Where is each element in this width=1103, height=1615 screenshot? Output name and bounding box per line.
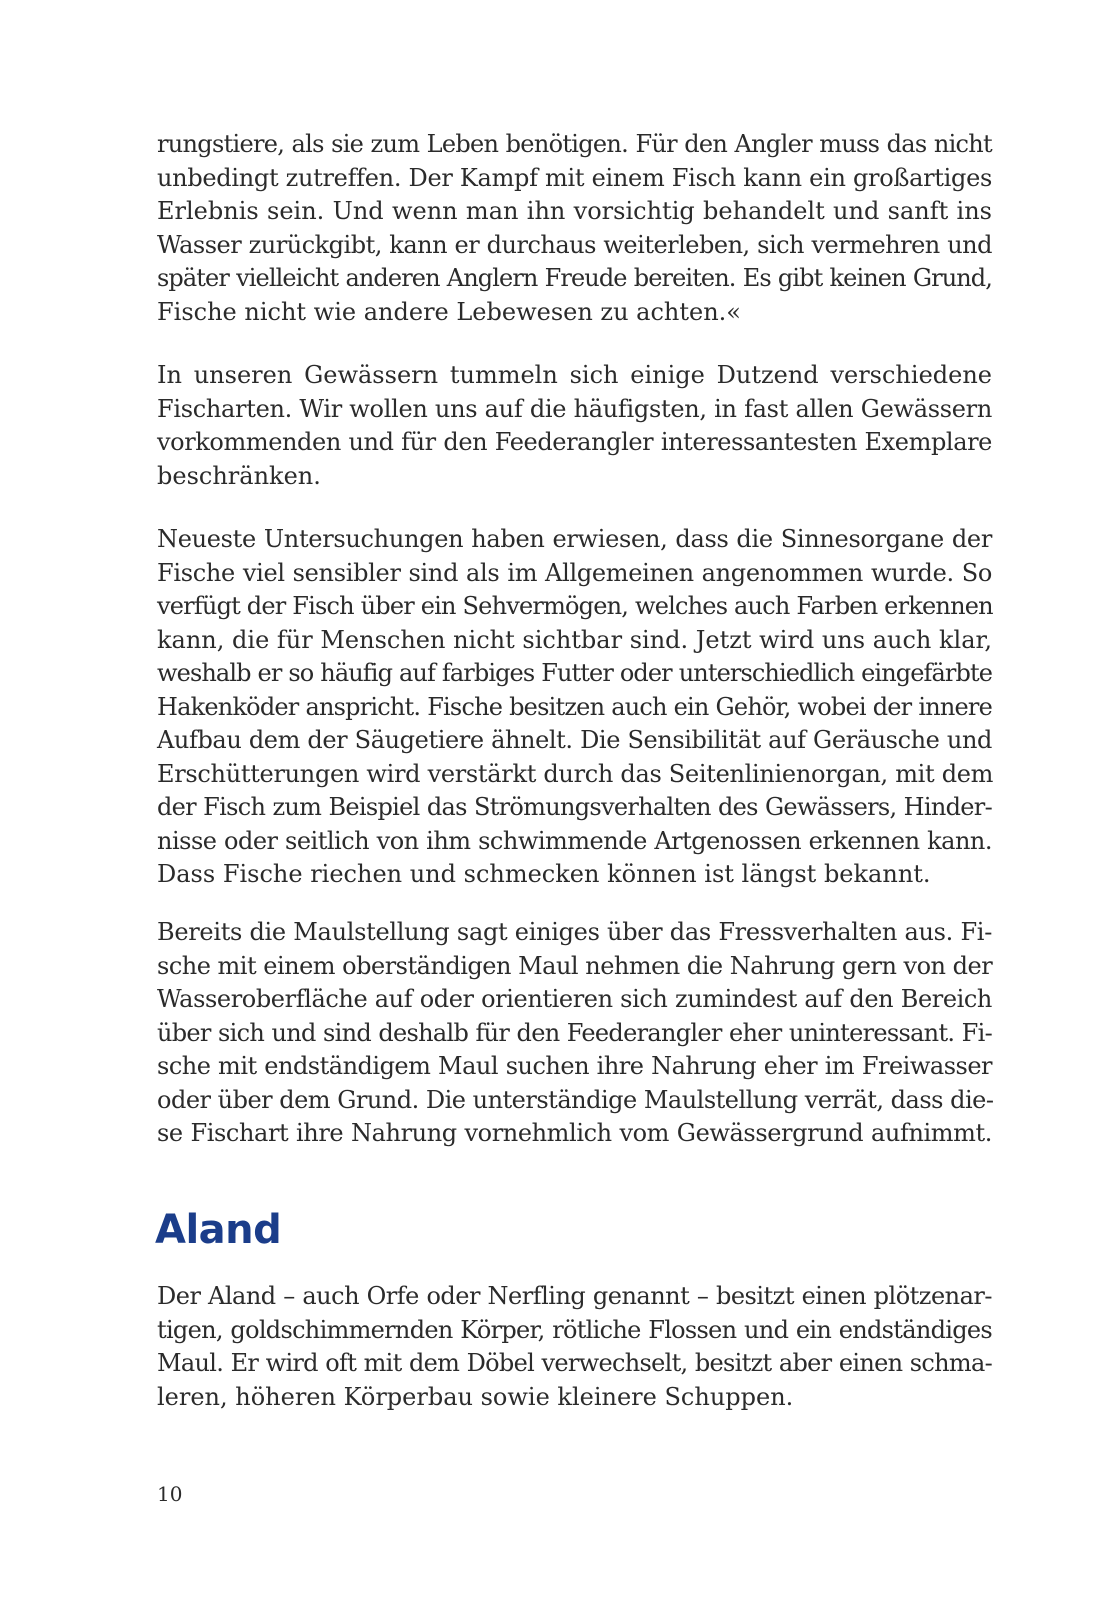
text-line: se Fischart ihre Nahrung vornehmlich vom Gewässergrund aufnimmt. — [157, 1119, 992, 1147]
text-line: Fischarten. Wir wollen uns auf die häufigsten, in fast allen Gewässern — [157, 394, 992, 423]
text-line: Aufbau dem der Säugetiere ähnelt. Die Sensibilität auf Geräusche und — [157, 726, 992, 754]
page-number: 10 — [157, 1482, 183, 1506]
text-line: Bereits die Maulstellung sagt einiges über das Fressverhalten aus. Fi- — [157, 918, 992, 946]
text-line: tigen, goldschimmernden Körper, rötliche Flossen und ein endständiges — [157, 1315, 992, 1344]
text-line: weshalb er so häufig auf farbiges Futter oder unterschiedlich eingefärbte — [157, 659, 992, 687]
text-line: Dass Fische riechen und schmecken können ist längst bekannt. — [157, 860, 931, 888]
text-line: beschränken. — [157, 461, 321, 490]
text-line: In unseren Gewässern tummeln sich einige Dutzend verschiedene — [157, 361, 992, 389]
text-line: leren, höheren Körperbau sowie kleinere Schuppen. — [157, 1382, 794, 1411]
text-line: später vielleicht anderen Anglern Freude bereiten. Es gibt keinen Grund, — [157, 264, 992, 292]
text-line: sche mit einem oberständigen Maul nehmen die Nahrung gern von der — [157, 951, 993, 980]
text-line: Wasser zurückgibt, kann er durchaus weiterleben, sich vermehren und — [157, 230, 992, 259]
text-line: Erlebnis sein. Und wenn man ihn vorsichtig behandelt und sanft ins — [157, 197, 992, 225]
text-line: verfügt der Fisch über ein Sehvermögen, welches auch Farben erkennen — [157, 592, 993, 620]
text-line: nisse oder seitlich von ihm schwimmende Artgenossen erkennen kann. — [157, 826, 992, 855]
paragraph-fish-species — [157, 359, 992, 493]
text-line: Der Aland – auch Orfe oder Nerfling genannt – besitzt einen plötzenar- — [157, 1282, 992, 1310]
text-line: über sich und sind deshalb für den Feederangler eher uninteressant. Fi- — [157, 1018, 992, 1047]
paragraph-aland-description — [157, 1280, 992, 1414]
text-line: Fische nicht wie andere Lebewesen zu achten.« — [157, 297, 741, 326]
paragraph-intro-continuation — [157, 128, 992, 329]
text-line: vorkommenden und für den Feederangler interessantesten Exemplare — [157, 428, 992, 456]
text-line: Neueste Untersuchungen haben erwiesen, dass die Sinnesorgane der — [157, 525, 992, 553]
text-line: der Fisch zum Beispiel das Strömungsverhalten des Gewässers, Hinder- — [157, 793, 992, 821]
text-line: Hakenköder anspricht. Fische besitzen auch ein Gehör, wobei der innere — [157, 692, 992, 721]
paragraph-mouth-position — [157, 916, 992, 1151]
text-line: Fische viel sensibler sind als im Allgemeinen angenommen wurde. So — [157, 558, 992, 587]
text-line: Maul. Er wird oft mit dem Döbel verwechselt, besitzt aber einen schma- — [157, 1349, 992, 1377]
text-line: rungstiere, als sie zum Leben benötigen. Für den Angler muss das nicht — [157, 130, 992, 158]
text-line: Wasseroberfläche auf oder orientieren sich zumindest auf den Bereich — [157, 985, 992, 1013]
text-line: oder über dem Grund. Die unterständige Maulstellung verrät, dass die- — [157, 1085, 994, 1114]
paragraph-sensory-organs — [157, 523, 992, 892]
text-line: unbedingt zutreffen. Der Kampf mit einem Fisch kann ein großartiges — [157, 163, 992, 192]
text-line: Erschütterungen wird verstärkt durch das Seitenlinienorgan, mit dem — [157, 759, 994, 788]
text-line: kann, die für Menschen nicht sichtbar sind. Jetzt wird uns auch klar, — [157, 625, 992, 654]
text-line: sche mit endständigem Maul suchen ihre Nahrung eher im Freiwasser — [157, 1052, 992, 1080]
section-heading: Aland — [155, 1207, 282, 1253]
